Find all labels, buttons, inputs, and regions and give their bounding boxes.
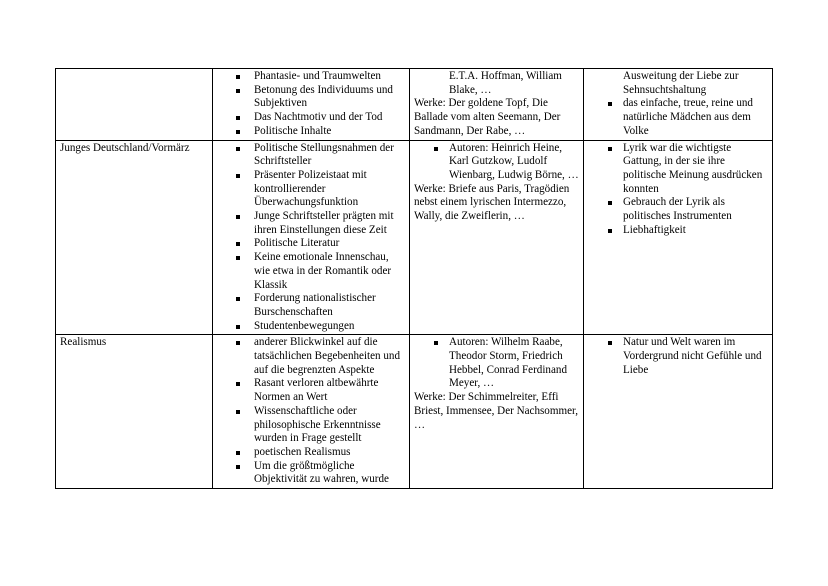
lyric-cell xyxy=(584,335,773,489)
list-item: Liebhaftigkeit xyxy=(588,224,768,238)
lyric-list xyxy=(588,97,768,138)
list-item: Wissenschaftliche oder philosophische Erkenntnisse wurden in Frage gestellt xyxy=(217,405,405,446)
literature-epochs-table xyxy=(55,68,773,489)
lyric-list xyxy=(588,336,768,377)
authors-works-cell xyxy=(410,69,584,141)
list-item: Präsenter Polizeistaat mit kontrollierender Überwachungsfunktion xyxy=(217,169,405,210)
list-item: Betonung des Individuums und Subjektiven xyxy=(217,84,405,111)
table-row xyxy=(56,140,773,335)
list-item: Gebrauch der Lyrik als politisches Instrumenten xyxy=(588,196,768,223)
table-row xyxy=(56,335,773,489)
lyric-continuation: Ausweitung der Liebe zur Sehnsuchtshaltung xyxy=(623,70,739,96)
authors-continuation: E.T.A. Hoffman, William Blake, … xyxy=(449,70,562,96)
works-text: Werke: Der goldene Topf, Die Ballade vom alten Seemann, Der Sandmann, Der Rabe, … xyxy=(414,97,561,137)
epoch-name: Junges Deutschland/Vormärz xyxy=(60,141,190,154)
list-item: Phantasie- und Traumwelten xyxy=(217,70,405,84)
authors-list xyxy=(414,142,579,183)
list-item: Autoren: Heinrich Heine, Karl Gutzkow, Ludolf Wienbarg, Ludwig Börne, … xyxy=(414,142,579,183)
works-text: Werke: Briefe aus Paris, Tragödien nebst einem lyrischen Intermezzo, Wally, die Zweiflerin, … xyxy=(414,182,570,223)
lyric-cell xyxy=(584,140,773,335)
list-item: Keine emotionale Innenschau, wie etwa in der Romantik oder Klassik xyxy=(217,251,405,292)
features-cell xyxy=(213,69,410,141)
list-item: Natur und Welt waren im Vordergrund nicht Gefühle und Liebe xyxy=(588,336,768,377)
features-list xyxy=(217,142,405,334)
authors-works-cell xyxy=(410,335,584,489)
features-list xyxy=(217,336,405,487)
list-item: Rasant verloren altbewährte Normen an Wert xyxy=(217,377,405,404)
epoch-name: Realismus xyxy=(60,336,107,349)
list-item: Politische Stellungsnahmen der Schriftsteller xyxy=(217,142,405,169)
epoch-cell xyxy=(56,140,213,335)
list-item: Politische Literatur xyxy=(217,237,405,251)
lyric-cell xyxy=(584,69,773,141)
list-item: poetischen Realismus xyxy=(217,446,405,460)
features-cell xyxy=(213,335,410,489)
list-item: anderer Blickwinkel auf die tatsächlichen Begebenheiten und auf die begrenzten Aspekte xyxy=(217,336,405,377)
list-item: Junge Schriftsteller prägten mit ihren Einstellungen diese Zeit xyxy=(217,210,405,237)
features-list xyxy=(217,70,405,139)
table-row xyxy=(56,69,773,141)
list-item: Autoren: Wilhelm Raabe, Theodor Storm, Friedrich Hebbel, Conrad Ferdinand Meyer, … xyxy=(414,336,579,391)
works-text: Werke: Der Schimmelreiter, Effi Briest, Immensee, Der Nachsommer, … xyxy=(414,391,579,431)
list-item: Das Nachtmotiv und der Tod xyxy=(217,111,405,125)
epoch-cell xyxy=(56,335,213,489)
authors-works-cell xyxy=(410,140,584,335)
list-item: Forderung nationalistischer Burschenschaften xyxy=(217,292,405,319)
list-item: Politische Inhalte xyxy=(217,125,405,139)
features-cell xyxy=(213,140,410,335)
lyric-list xyxy=(588,142,768,238)
list-item: Um die größtmögliche Objektivität zu wahren, wurde xyxy=(217,460,405,487)
epoch-cell xyxy=(56,69,213,141)
authors-list xyxy=(414,336,579,391)
list-item: Lyrik war die wichtigste Gattung, in der sie ihre politische Meinung ausdrücken konnten xyxy=(588,142,768,197)
list-item: das einfache, treue, reine und natürliche Mädchen aus dem Volke xyxy=(588,97,768,138)
list-item: Studentenbewegungen xyxy=(217,320,405,334)
